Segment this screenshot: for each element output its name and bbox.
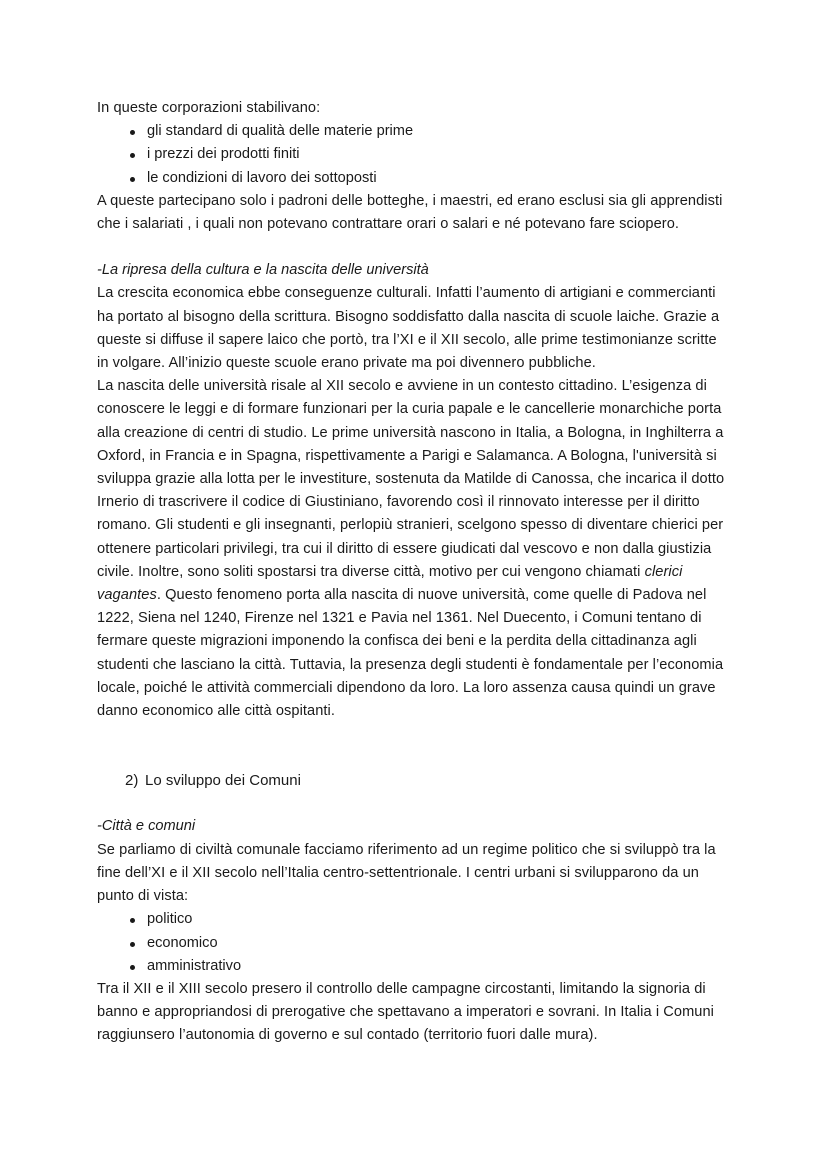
universita-paragraph-2-part-2: . Questo fenomeno porta alla nascita di nuove università, come quelle di Padova nel 1222, Siena nel 1240, Firenze nel 1321 e Pavia nel 1361. Nel Duecento, i Comuni tentano di fermare queste migrazioni imponendo la confisca dei beni e la perdita della cittadinanza agli studenti che lasciano la città. Tuttavia, la presenza degli studenti è fondamentale per l’economia locale, poiché le attività commerciali dipendono da loro. La loro assenza causa quindi un grave danno economico alle città ospitanti. — [97, 587, 724, 720]
document-body — [97, 97, 731, 1048]
list-item: le condizioni di lavoro dei sottoposti — [97, 167, 731, 190]
list-number-marker: 2) — [125, 772, 139, 790]
clerici-vagantes-italic: clerici vagantes — [97, 563, 683, 604]
heading-citta-comuni: -Città e comuni — [97, 818, 196, 835]
list-item: gli standard di qualità delle materie prime — [97, 120, 731, 143]
section-spacer — [97, 236, 731, 259]
intro-closing-paragraph: A queste partecipano solo i padroni delle botteghe, i maestri, ed erano esclusi sia gli apprendisti che i salariati , i quali non potevano contrattare orari o salari e né potevano fare sciopero. — [97, 192, 723, 233]
universita-paragraph-1: La crescita economica ebbe conseguenze culturali. Infatti l’aumento di artigiani e commercianti ha portato al bisogno della scrittura. Bisogno soddisfatto dalla nascita di scuole laiche. Grazie a queste si diffuse il sapere laico che portò, tra l’XI e il XII secolo, alle prime testimonianze scritte in volgare. All’inizio queste scuole erano private ma poi divennero pubbliche. — [97, 285, 720, 372]
list-item: amministrativo — [97, 955, 731, 978]
numbered-section-list — [97, 769, 731, 792]
heading-ripresa-cultura: -La ripresa della cultura e la nascita delle università — [97, 262, 429, 279]
intro-lead-paragraph: In queste corporazioni stabilivano: — [97, 100, 321, 116]
list-item: politico — [97, 908, 731, 931]
universita-paragraph-2-part-1: La nascita delle università risale al XII secolo e avviene in un contesto cittadino. L’esigenza di conoscere le leggi e di formare funzionari per la curia papale e le cancellerie monarchiche porta alla creazione di centri di studio. Le prime università nascono in Italia, a Bologna, in Inghilterra a Oxford, in Francia e in Spagna, rispettivamente a Parigi e Salamanca. A Bologna, l'università si sviluppa grazie alla lotta per le investiture, sostenuta da Matilde di Canossa, che incarica il dotto Irnerio di trascrivere il codice di Giustiniano, favorendo così il rinnovato interesse per il diritto romano. Gli studenti e gli insegnanti, perlopiù stranieri, scelgono spesso di diventare chierici per ottenere particolari privilegi, tra cui il diritto di essere giudicati dal vescovo e non dalla giustizia civile. Inoltre, sono soliti spostarsi tra diverse città, motivo per cui vengono chiamati — [97, 378, 725, 580]
list-item-label: Lo sviluppo dei Comuni — [145, 772, 301, 790]
universita-paragraph-2 — [97, 375, 731, 723]
section-spacer-medium — [97, 792, 731, 815]
list-item: i prezzi dei prodotti finiti — [97, 143, 731, 166]
intro-bullet-list — [97, 120, 731, 190]
comuni-paragraph-1: Se parliamo di civiltà comunale facciamo riferimento ad un regime politico che si sviluppò tra la fine dell’XI e il XII secolo nell’Italia centro-settentrionale. I centri urbani si svilupparono da un punto di vista: — [97, 841, 716, 905]
comuni-bullet-list — [97, 908, 731, 978]
section-spacer-large — [97, 723, 731, 769]
comuni-closing-paragraph: Tra il XII e il XIII secolo presero il controllo delle campagne circostanti, limitando la signoria di banno e appropriandosi di prerogative che spettavano a imperatori e sovrani. In Italia i Comuni raggiunsero l’autonomia di governo e sul contado (territorio fuori dalle mura). — [97, 980, 714, 1044]
list-item-sviluppo-comuni — [97, 769, 731, 792]
list-item: economico — [97, 932, 731, 955]
